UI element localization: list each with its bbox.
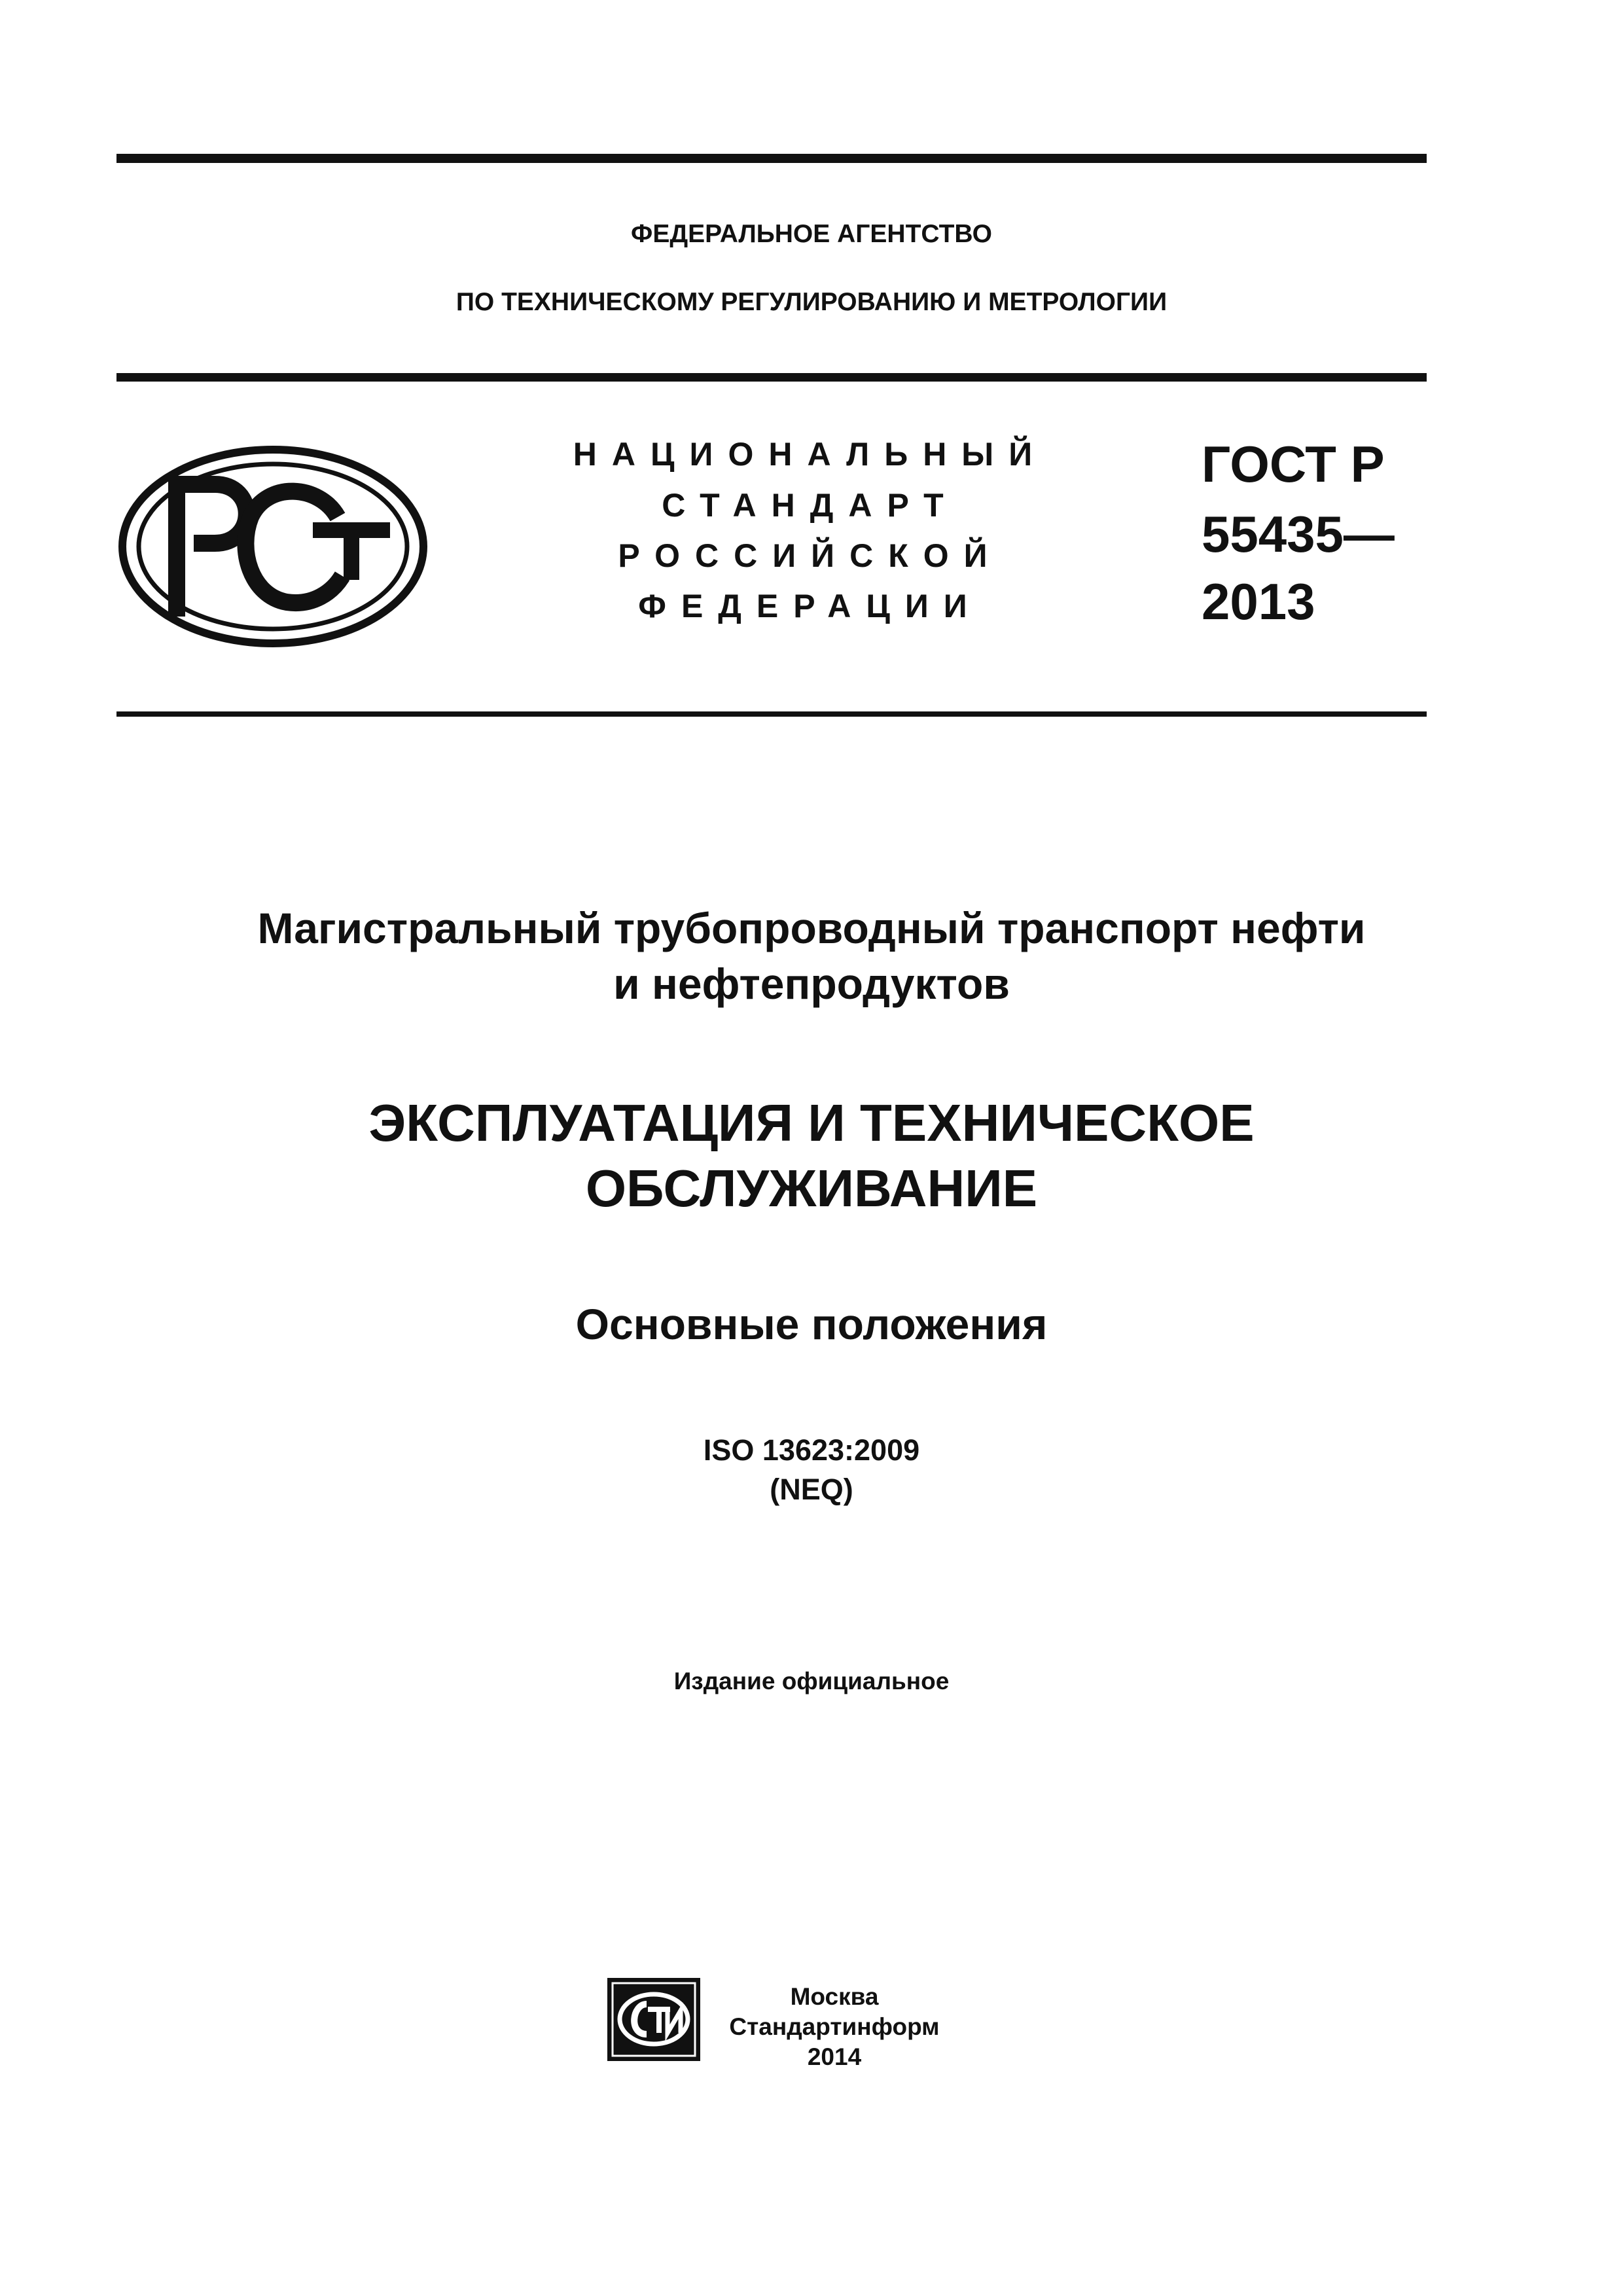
- standard-type-line-1: НАЦИОНАЛЬНЫЙ: [573, 436, 1048, 473]
- designation-line-3: 2013: [1202, 573, 1315, 630]
- title-line-1: ЭКСПЛУАТАЦИЯ И ТЕХНИЧЕСКОЕ: [368, 1094, 1255, 1152]
- designation-rule: [116, 711, 1427, 717]
- standard-type-line-3: РОССИЙСКОЙ: [618, 537, 1003, 574]
- title-line-2: ОБСЛУЖИВАНИЕ: [585, 1159, 1038, 1217]
- publisher-city: Москва: [790, 1983, 879, 2010]
- designation-line-1: ГОСТ Р: [1202, 435, 1385, 493]
- standartinform-logo-icon: [607, 1978, 700, 2061]
- agency-line-1: ФЕДЕРАЛЬНОЕ АГЕНТСТВО: [631, 220, 992, 248]
- header-rule: [116, 373, 1427, 382]
- standard-type-line-2: СТАНДАРТ: [662, 487, 959, 524]
- iso-reference: ISO 13623:2009: [703, 1433, 920, 1467]
- edition-label: Издание официальное: [673, 1668, 950, 1695]
- pct-mark-icon: [116, 445, 429, 648]
- publisher-name: Стандартинформ: [729, 2013, 940, 2040]
- standard-type-line-4: ФЕДЕРАЦИИ: [638, 588, 982, 624]
- top-rule: [116, 154, 1427, 163]
- designation-line-2: 55435—: [1202, 505, 1395, 563]
- agency-line-2: ПО ТЕХНИЧЕСКОМУ РЕГУЛИРОВАНИЮ И МЕТРОЛОГИИ: [455, 288, 1168, 316]
- iso-equivalence: (NEQ): [770, 1473, 853, 1506]
- subject-line-2: и нефтепродуктов: [613, 960, 1010, 1008]
- subtitle: Основные положения: [575, 1300, 1048, 1348]
- publisher-year: 2014: [807, 2043, 862, 2070]
- subject-line-1: Магистральный трубопроводный транспорт нефти: [257, 904, 1366, 952]
